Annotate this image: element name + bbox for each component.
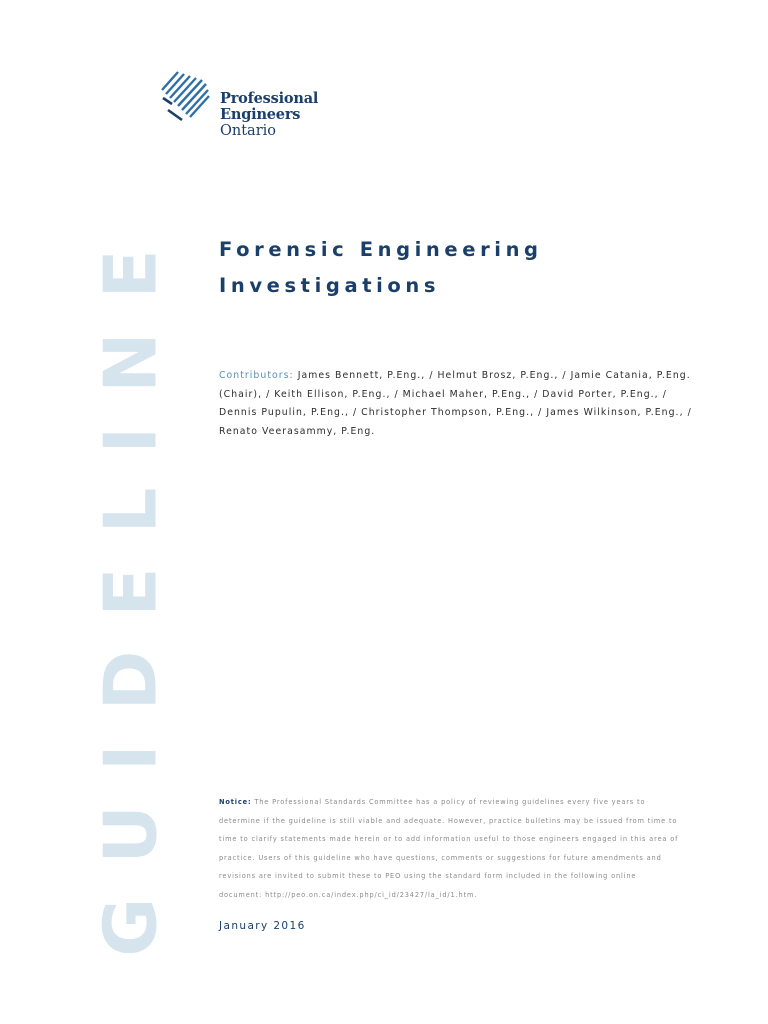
logo-province: Ontario	[220, 123, 276, 139]
guideline-side-label	[89, 215, 174, 957]
contributors-label: Contributors:	[219, 370, 294, 381]
publication-date: January 2016	[219, 920, 306, 932]
title-line-2: Investigations	[219, 274, 441, 297]
notice-text: The Professional Standards Committee has a policy of reviewing guidelines every five years to determine if the guideline is still viable and adequate. However, practice bulletins may be issued from time to time to clarify statements made herein or to add information useful to those engineers engaged in this area of practice. Users of this guideline who have questions, comments or suggestions for future amendments and revisions are invited to submit these to PEO using the standard form included in the following online document: http://peo.on.ca/index.php/ci_id/23427/la_id/1.htm.	[219, 798, 679, 899]
peo-logo-mark-icon	[160, 70, 212, 122]
notice-label: Notice:	[219, 798, 252, 806]
contributors-list: James Bennett, P.Eng., / Helmut Brosz, P.Eng., / Jamie Catania, P.Eng. (Chair), / Keith Ellison, P.Eng., / Michael Maher, P.Eng., / David Porter, P.Eng., / Dennis Pupulin, P.Eng., / Christopher Thompson, P.Eng., / James Wilkinson, P.Eng., / Renato Veerasammy, P.Eng.	[219, 370, 692, 437]
notice-block	[219, 793, 679, 904]
title-line-1: Forensic Engineering	[219, 238, 543, 261]
logo-text	[220, 91, 390, 139]
guideline-side-text: GUIDELINE	[89, 215, 174, 957]
logo-org-name: Professional Engineers	[220, 90, 319, 123]
document-title	[219, 232, 543, 304]
contributors-block	[219, 367, 699, 441]
peo-logo	[160, 70, 390, 139]
